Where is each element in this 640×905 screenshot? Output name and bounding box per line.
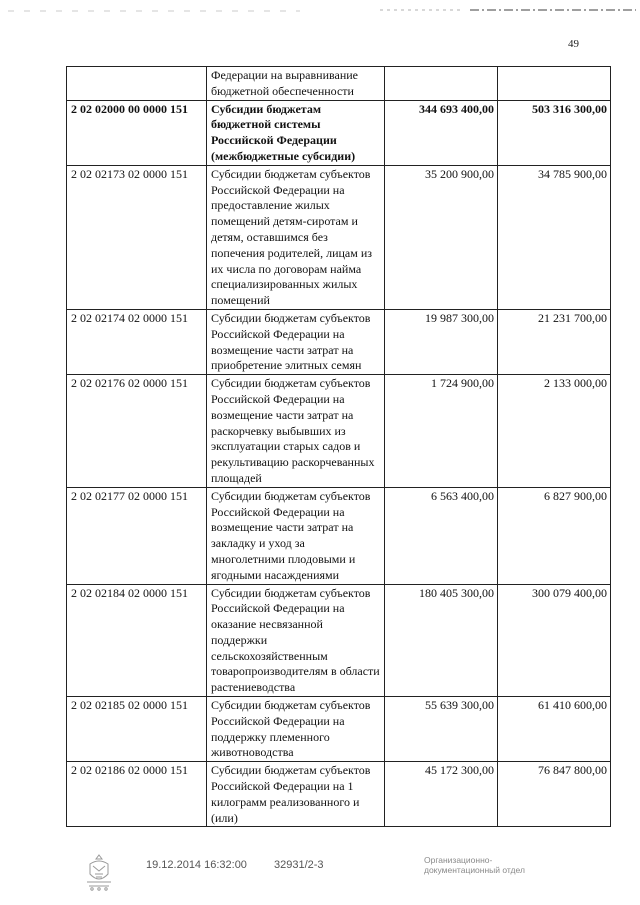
footer-org-line-1: Организационно- bbox=[424, 855, 493, 865]
table-row bbox=[67, 100, 611, 165]
row-code: 2 02 02174 02 0000 151 bbox=[67, 309, 207, 374]
row-code: 2 02 02000 00 0000 151 bbox=[67, 100, 207, 165]
row-value-1: 45 172 300,00 bbox=[385, 762, 498, 827]
row-name: Субсидии бюджетам субъектов Российской Федерации на возмещение части затрат на раскорчевку выбывших из эксплуатации старых садов и рекультивацию раскорчеванных площадей bbox=[207, 375, 385, 488]
row-code: 2 02 02186 02 0000 151 bbox=[67, 762, 207, 827]
row-value-2: 21 231 700,00 bbox=[498, 309, 611, 374]
row-name: Субсидии бюджетам субъектов Российской Федерации на предоставление жилых помещений детям-сиротам и детям, оставшимся без попечения родителей, лицам из их числа по договорам найма специализированных жилых помещений bbox=[207, 165, 385, 309]
emblem-stamp-icon bbox=[84, 852, 114, 892]
row-name: Федерации на выравнивание бюджетной обеспеченности bbox=[207, 67, 385, 101]
row-name: Субсидии бюджетам субъектов Российской Федерации на возмещение части затрат на приобретение элитных семян bbox=[207, 309, 385, 374]
page-number: 49 bbox=[568, 38, 579, 50]
row-value-1: 344 693 400,00 bbox=[385, 100, 498, 165]
row-code: 2 02 02176 02 0000 151 bbox=[67, 375, 207, 488]
table-row bbox=[67, 487, 611, 584]
row-value-1: 55 639 300,00 bbox=[385, 697, 498, 762]
row-value-1: 180 405 300,00 bbox=[385, 584, 498, 697]
footer-org-line-2: документационный отдел bbox=[424, 865, 525, 875]
row-code bbox=[67, 67, 207, 101]
row-value-2: 300 079 400,00 bbox=[498, 584, 611, 697]
row-name: Субсидии бюджетам субъектов Российской Федерации на возмещение части затрат на закладку и уход за многолетними плодовыми и ягодными насаждениями bbox=[207, 487, 385, 584]
budget-table-body bbox=[67, 67, 611, 827]
footer-doc-number: 32931/2-3 bbox=[274, 859, 324, 871]
row-name: Субсидии бюджетам субъектов Российской Федерации на 1 килограмм реализованного и (или) bbox=[207, 762, 385, 827]
table-row bbox=[67, 584, 611, 697]
row-name: Субсидии бюджетам субъектов Российской Федерации на поддержку племенного животноводства bbox=[207, 697, 385, 762]
footer-datetime: 19.12.2014 16:32:00 bbox=[146, 859, 247, 871]
row-name: Субсидии бюджетам субъектов Российской Федерации на оказание несвязанной поддержки сельскохозяйственным товаропроизводителям в области растениеводства bbox=[207, 584, 385, 697]
row-code: 2 02 02177 02 0000 151 bbox=[67, 487, 207, 584]
scan-edge-marks bbox=[0, 8, 640, 14]
row-value-2: 61 410 600,00 bbox=[498, 697, 611, 762]
row-name: Субсидии бюджетам бюджетной системы Российской Федерации (межбюджетные субсидии) bbox=[207, 100, 385, 165]
row-value-1: 1 724 900,00 bbox=[385, 375, 498, 488]
row-value-1: 35 200 900,00 bbox=[385, 165, 498, 309]
table-row bbox=[67, 375, 611, 488]
footer-org-unit bbox=[424, 855, 525, 875]
row-value-2 bbox=[498, 67, 611, 101]
row-code: 2 02 02185 02 0000 151 bbox=[67, 697, 207, 762]
row-value-1: 6 563 400,00 bbox=[385, 487, 498, 584]
row-value-1: 19 987 300,00 bbox=[385, 309, 498, 374]
row-code: 2 02 02184 02 0000 151 bbox=[67, 584, 207, 697]
table-row bbox=[67, 697, 611, 762]
row-value-2: 76 847 800,00 bbox=[498, 762, 611, 827]
table-row bbox=[67, 67, 611, 101]
row-value-2: 6 827 900,00 bbox=[498, 487, 611, 584]
table-row bbox=[67, 165, 611, 309]
budget-income-table bbox=[66, 66, 611, 827]
row-value-2: 34 785 900,00 bbox=[498, 165, 611, 309]
row-code: 2 02 02173 02 0000 151 bbox=[67, 165, 207, 309]
row-value-2: 503 316 300,00 bbox=[498, 100, 611, 165]
table-row bbox=[67, 309, 611, 374]
row-value-1 bbox=[385, 67, 498, 101]
row-value-2: 2 133 000,00 bbox=[498, 375, 611, 488]
table-row bbox=[67, 762, 611, 827]
page-footer bbox=[0, 850, 640, 900]
